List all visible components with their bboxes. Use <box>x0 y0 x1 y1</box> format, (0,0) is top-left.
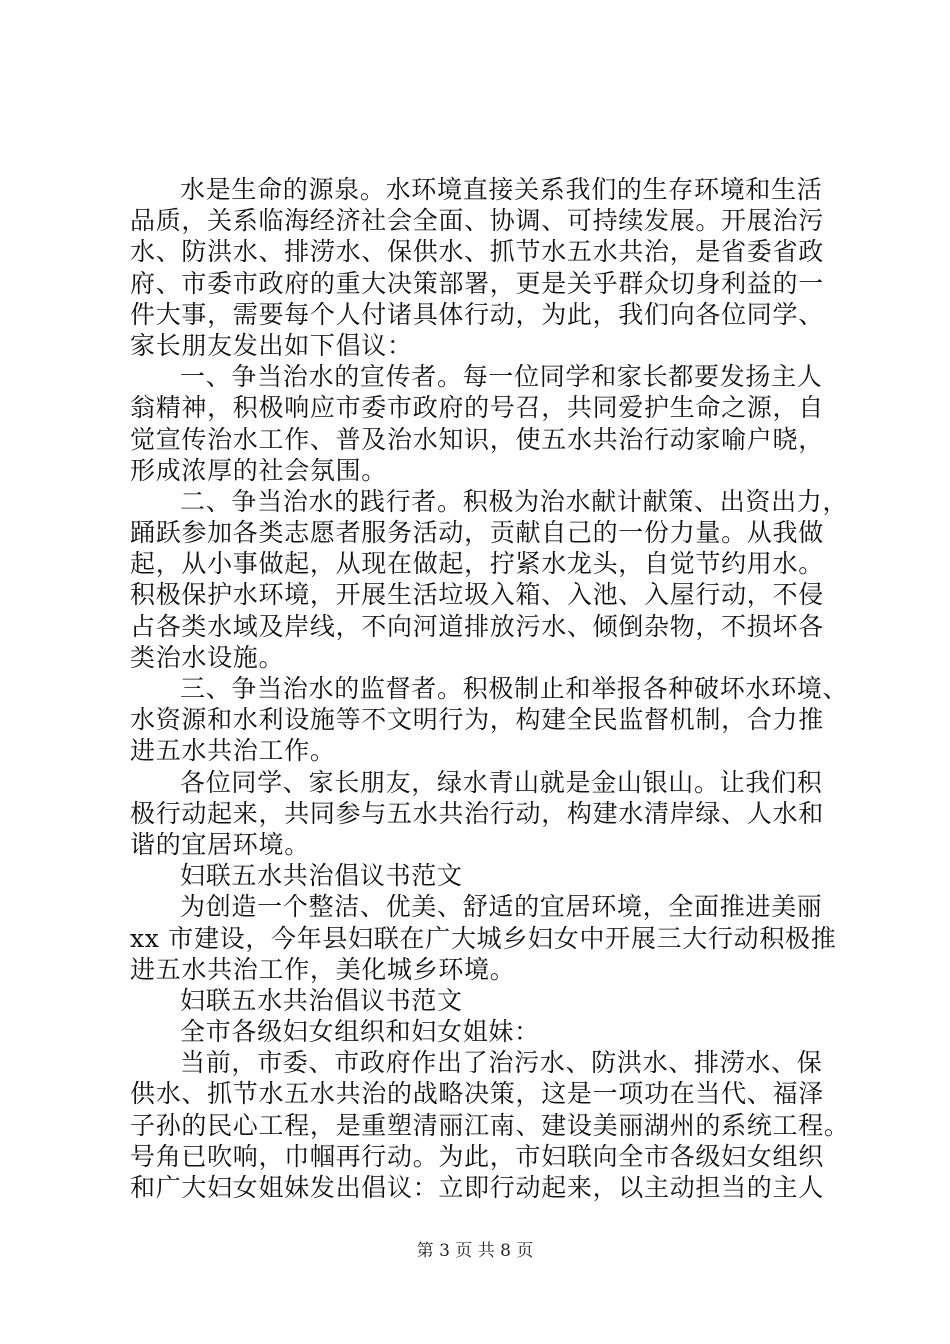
text-line: 三、争当治水的监督者。积极制止和举报各种破坏水环境、 <box>180 674 849 703</box>
text-line: 积极保护水环境，开展生活垃圾入箱、入池、入屋行动，不侵 <box>130 580 824 610</box>
text-line: 号角已吹响，巾帼再行动。为此，市妇联向全市各级妇女组织 <box>130 1141 824 1171</box>
text-line: 觉宣传治水工作、普及治水知识，使五水共治行动家喻户晓， <box>130 424 824 454</box>
text-line: 进五水共治工作。 <box>130 736 336 766</box>
text-line: 全市各级妇女组织和妇女姐妹： <box>180 1017 540 1047</box>
text-line: 踊跃参加各类志愿者服务活动，贡献自己的一份力量。从我做 <box>130 518 824 548</box>
text-line: 各位同学、家长朋友，绿水青山就是金山银山。让我们积 <box>180 767 823 797</box>
text-line: 妇联五水共治倡议书范文 <box>180 985 463 1015</box>
text-line: 水资源和水利设施等不文明行为，构建全民监督机制，合力推 <box>130 705 824 735</box>
text-line: 当前，市委、市政府作出了治污水、防洪水、排涝水、保 <box>180 1048 823 1078</box>
text-line: 极行动起来，共同参与五水共治行动，构建水清岸绿、人水和 <box>130 798 824 828</box>
text-line: 为创造一个整洁、优美、舒适的宜居环境，全面推进美丽 <box>180 892 823 922</box>
text-line: 家长朋友发出如下倡议： <box>130 330 413 360</box>
text-line: 二、争当治水的践行者。积极为治水献计献策、出资出力， <box>180 486 849 516</box>
text-line: 翁精神，积极响应市委市政府的号召，共同爱护生命之源，自 <box>130 393 824 423</box>
text-line: xx 市建设，今年县妇联在广大城乡妇女中开展三大行动积极推 <box>130 923 837 953</box>
text-line: 水、防洪水、排涝水、保供水、抓节水五水共治，是省委省政 <box>130 237 824 267</box>
text-line: 起，从小事做起，从现在做起，拧紧水龙头，自觉节约用水。 <box>130 549 824 579</box>
text-line: 水是生命的源泉。水环境直接关系我们的生存环境和生活 <box>180 175 823 204</box>
document-body <box>130 174 850 1203</box>
text-line: 一、争当治水的宣传者。每一位同学和家长都要发扬主人 <box>180 362 823 392</box>
text-line: 谐的宜居环境。 <box>130 829 310 859</box>
text-line: 和广大妇女姐妹发出倡议：立即行动起来，以主动担当的主人 <box>130 1173 824 1202</box>
text-line: 形成浓厚的社会氛围。 <box>130 455 388 485</box>
text-line: 府、市委市政府的重大决策部署，更是关乎群众切身利益的一 <box>130 268 824 298</box>
text-line: 件大事，需要每个人付诸具体行动，为此，我们向各位同学、 <box>130 299 824 329</box>
text-line: 进五水共治工作，美化城乡环境。 <box>130 954 516 984</box>
text-line: 占各类水域及岸线，不向河道排放污水、倾倒杂物，不损坏各 <box>130 611 824 641</box>
text-line: 类治水设施。 <box>130 642 285 672</box>
text-line: 妇联五水共治倡议书范文 <box>180 861 463 891</box>
page-number-footer: 第 3 页 共 8 页 <box>416 1241 534 1261</box>
text-line: 供水、抓节水五水共治的战略决策，这是一项功在当代、福泽 <box>130 1079 824 1109</box>
text-line: 子孙的民心工程，是重塑清丽江南、建设美丽湖州的系统工程。 <box>130 1110 850 1140</box>
text-line: 品质，关系临海经济社会全面、协调、可持续发展。开展治污 <box>130 206 824 236</box>
